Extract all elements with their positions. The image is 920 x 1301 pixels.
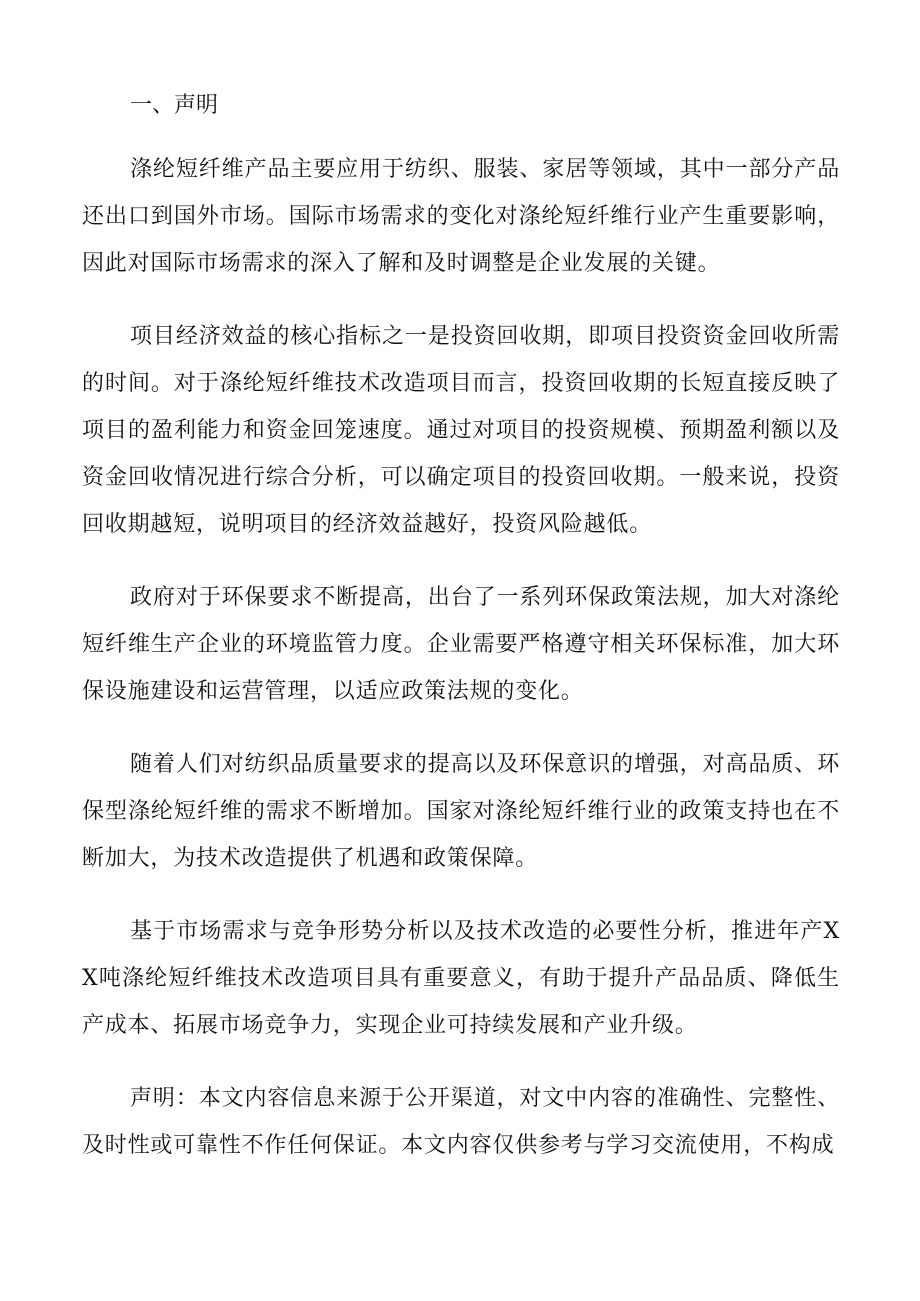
paragraph-environmental-policy: 政府对于环保要求不断提高，出台了一系列环保政策法规，加大对涤纶短纤维生产企业的环境监管力度。企业需要严格遵守相关环保标准，加大环保设施建设和运营管理，以适应政策法规的变化。: [82, 585, 840, 704]
section-heading: 一、声明: [130, 93, 219, 118]
paragraph-project-significance: 基于市场需求与竞争形势分析以及技术改造的必要性分析，推进年产XX吨涤纶短纤维技术改造项目具有重要意义，有助于提升产品品质、降低生产成本、拓展市场竞争力，实现企业可持续发展和产业升级。: [82, 919, 840, 1038]
paragraph-payback-period: 项目经济效益的核心指标之一是投资回收期，即项目投资资金回收所需的时间。对于涤纶短纤维技术改造项目而言，投资回收期的长短直接反映了项目的盈利能力和资金回笼速度。通过对项目的投资规模、预期盈利额以及资金回收情况进行综合分析，可以确定项目的投资回收期。一般来说，投资回收期越短，说明项目的经济效益越好，投资风险越低。: [82, 324, 840, 537]
paragraph-demand-growth: 随着人们对纺织品质量要求的提高以及环保意识的增强，对高品质、环保型涤纶短纤维的需求不断增加。国家对涤纶短纤维行业的政策支持也在不断加大，为技术改造提供了机遇和政策保障。: [82, 752, 840, 871]
paragraph-disclaimer: 声明：本文内容信息来源于公开渠道，对文中内容的准确性、完整性、及时性或可靠性不作任何保证。本文内容仅供参考与学习交流使用，不构成: [82, 1086, 840, 1158]
paragraph-market: 涤纶短纤维产品主要应用于纺织、服装、家居等领域，其中一部分产品还出口到国外市场。国际市场需求的变化对涤纶短纤维行业产生重要影响，因此对国际市场需求的深入了解和及时调整是企业发展的关键。: [82, 157, 840, 276]
